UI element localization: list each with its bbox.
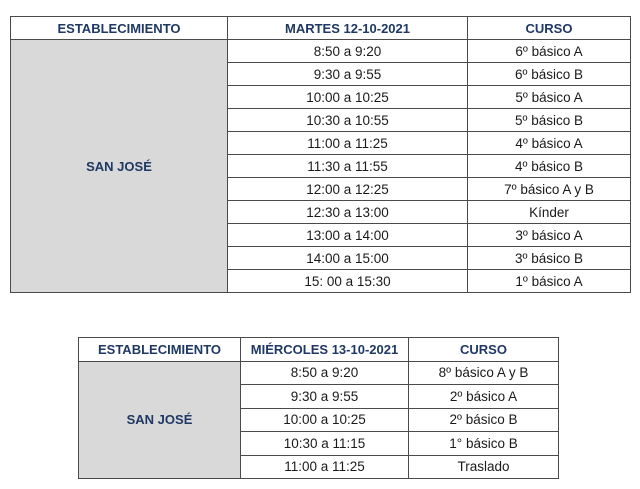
course-cell: 2º básico B [409,408,559,432]
time-cell: 14:00 a 15:00 [228,247,468,270]
course-cell: 2º básico A [409,385,559,409]
time-cell: 15: 00 a 15:30 [228,270,468,293]
course-cell: 6º básico A [468,40,631,63]
schedule-table-tuesday [10,16,631,293]
time-cell: 10:30 a 10:55 [228,109,468,132]
table-header-row [79,338,559,362]
header-establishment: ESTABLECIMIENTO [79,338,241,362]
course-cell: 6º básico B [468,63,631,86]
header-course: CURSO [409,338,559,362]
header-course: CURSO [468,17,631,40]
header-day: MIÉRCOLES 13-10-2021 [241,338,409,362]
course-cell: 4º básico A [468,132,631,155]
header-day: MARTES 12-10-2021 [228,17,468,40]
course-cell: 1° básico B [409,432,559,456]
time-cell: 8:50 a 9:20 [241,361,409,385]
course-cell: 1º básico A [468,270,631,293]
course-cell: Kínder [468,201,631,224]
course-cell: 8º básico A y B [409,361,559,385]
time-cell: 12:30 a 13:00 [228,201,468,224]
time-cell: 10:00 a 10:25 [241,408,409,432]
time-cell: 11:30 a 11:55 [228,155,468,178]
time-cell: 9:30 a 9:55 [228,63,468,86]
course-cell: 5º básico A [468,86,631,109]
time-cell: 10:30 a 11:15 [241,432,409,456]
time-cell: 9:30 a 9:55 [241,385,409,409]
time-cell: 11:00 a 11:25 [241,455,409,479]
time-cell: 12:00 a 12:25 [228,178,468,201]
course-cell: Traslado [409,455,559,479]
establishment-name: SAN JOSÉ [11,40,228,293]
course-cell: 5º básico B [468,109,631,132]
header-establishment: ESTABLECIMIENTO [11,17,228,40]
course-cell: 3º básico B [468,247,631,270]
time-cell: 13:00 a 14:00 [228,224,468,247]
table-header-row [11,17,631,40]
schedule-table-wednesday [78,337,559,479]
time-cell: 11:00 a 11:25 [228,132,468,155]
time-cell: 10:00 a 10:25 [228,86,468,109]
table-row [11,40,631,63]
establishment-name: SAN JOSÉ [79,361,241,479]
course-cell: 3º básico A [468,224,631,247]
table-row [79,361,559,385]
course-cell: 4º básico B [468,155,631,178]
time-cell: 8:50 a 9:20 [228,40,468,63]
course-cell: 7º básico A y B [468,178,631,201]
